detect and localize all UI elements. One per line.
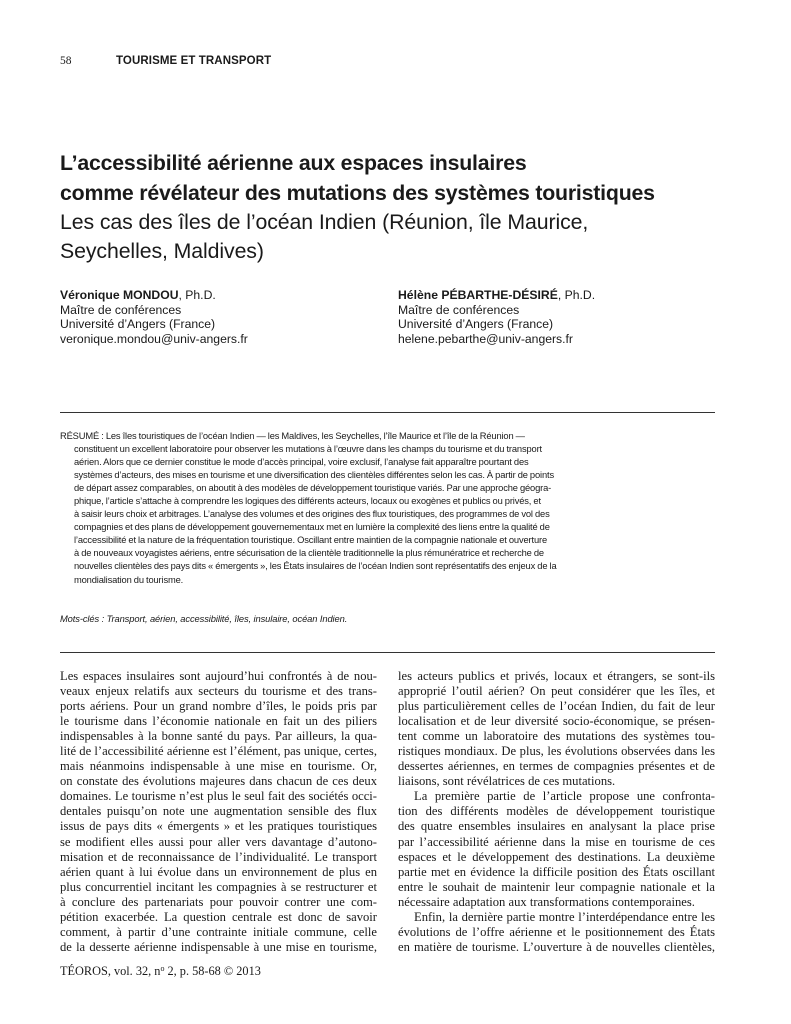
author-degree: , Ph.D. [557,288,596,302]
author-email: helene.pebarthe@univ-angers.fr [398,331,573,346]
body-line: approprié l’outil aérien? On peut considérer que les îles, et [398,684,715,699]
journal-citation [60,964,261,979]
body-line: on constate des évolutions majeures dans chacun de ces deux [60,774,377,789]
article-subtitle-line-2: Seychelles, Maldives) [60,239,264,263]
body-line: indispensables à la bonne santé du pays. Par ailleurs, la qua- [60,729,377,744]
body-line: veaux enjeux relatifs aux secteurs du tourisme et des trans- [60,684,377,699]
journal-details: 2, p. 58-68 © 2013 [164,964,261,978]
abstract-line: à de nouveaux voyagistes aériens, entre sécurisation de la clientèle traditionnelle la plus rémunératrice et recherche de [74,548,544,559]
author-affiliation: Université d’Angers (France) [60,317,216,332]
abstract-line: compagnies et des plans de développement gouvernementaux met en lumière la complexité des liens entre la qualité de [74,522,550,533]
body-line: partie met en évidence la difficile position des États oscillant [398,864,715,879]
author-role: Maître de conférences [398,302,520,317]
number-superscript: o [160,964,165,973]
abstract-line: phique, l’article s’attache à comprendre les logiques des différents acteurs, locaux ou exogènes et publics ou privés, et [74,496,541,507]
abstract-line: systèmes d’acteurs, des mises en tourisme et une diversification des clientèles différentes selon les cas. À partir de points [74,470,554,481]
abstract-line: constituent un excellent laboratoire pour observer les mutations à l’œuvre dans les champs du tourisme et du transport [74,444,542,455]
body-column-left [60,669,377,955]
running-head [60,55,271,67]
body-line: Les espaces insulaires sont aujourd’hui confrontés à de nou- [60,669,377,683]
abstract-line: de départ assez comparables, on aboutit à des modèles de développement touristique variés. Par une approche géogra- [74,483,552,494]
article-subtitle-line-1: Les cas des îles de l’océan Indien (Réunion, île Maurice, [60,210,589,234]
body-line: ristiques mondiaux. De plus, les évolutions observées dans les [398,744,715,759]
body-line: comment, à partir d’une contrainte initiale commune, celle [60,924,377,939]
body-line: espaces et le développement des destinations. La deuxième [398,849,715,864]
author-role: Maître de conférences [60,302,182,317]
body-line: dentales puisqu’on note une augmentation sensible des flux [60,804,377,819]
author-affiliation: Université d’Angers (France) [398,317,554,332]
body-line: tent comme un laboratoire des mutations des systèmes tou- [398,729,715,744]
body-line: entre le souhait de maintenir leur compagnie nationale et la [398,879,715,894]
section-title: TOURISME ET TRANSPORT [116,55,272,67]
author-block-1 [60,288,248,346]
body-line: se modifient elles aussi pour aller vers davantage d’autono- [60,834,377,849]
author-email: veronique.mondou@univ-angers.fr [60,331,248,346]
article-title-line-2: comme révélateur des mutations des systèmes touristiques [60,181,655,205]
body-line: plus concurrentiel incitant les compagnies à se restructurer et [60,879,377,894]
body-line: évolutions de l’offre aérienne et le positionnement des États [398,924,715,939]
abstract-line: aérien. Alors que ce dernier constitue le mode d’accès principal, voire exclusif, l’analyse fait apparaître pourtant des [74,457,529,468]
body-line: plus particulièrement celles de l’océan Indien, du fait de leur [398,699,715,714]
body-line: des quatre ensembles insulaires en analysant la place prise [398,819,715,834]
body-line: aérien quant à lui évolue dans un environnement de plus en [60,864,377,879]
body-line: domaines. Le tourisme n’est plus le seul fait des sociétés occi- [60,789,377,804]
body-line: tion des différents modèles de développement touristique [398,804,715,819]
author-name: Hélène PÉBARTHE-DÉSIRÉ [398,288,558,302]
author-name: Véronique MONDOU [60,288,179,302]
abstract-line: à saisir leurs choix et arbitrages. L’analyse des volumes et des origines des flux touristiques, des programmes de vol des [74,509,550,520]
abstract-bottom-rule [60,652,715,653]
body-line: localisation et de leur diversité socio-économique, se présen- [398,714,715,729]
body-line: pétition exacerbée. La question centrale est donc de savoir [60,909,377,924]
author-block-2 [398,288,595,346]
abstract-line: nouvelles clientèles des pays dits « émergents », les États insulaires de l’océan Indien sont représentatifs des enjeux de la [74,561,557,572]
abstract [60,430,715,587]
body-line: issus de pays dits « émergents » et les pratiques touristiques [60,819,377,834]
body-line: à conclure des partenariats pour pouvoir contrer une com- [60,894,377,909]
journal-name: TÉOROS, vol. 32, n [60,964,161,978]
abstract-line: l’accessibilité et la nature de la fréquentation touristique. Oscillant entre maintien de la compagnie nationale et ouverture [74,535,548,546]
body-line: liaisons, sont révélatrices de ces mutations. [398,774,616,789]
body-line: Enfin, la dernière partie montre l’interdépendance entre les [414,909,715,924]
body-line: ports aériens. Pour un grand nombre d’îles, le poids pris par [60,699,377,714]
body-line: par l’accessibilité aérienne dans la mise en tourisme de ces [398,834,715,849]
body-line: nécessaire adaptation aux transformations contemporaines. [398,894,695,909]
body-line: les acteurs publics et privés, locaux et étrangers, se sont-ils [398,669,715,683]
article-title-line-1: L’accessibilité aérienne aux espaces insulaires [60,151,527,175]
body-line: misation et de reconnaissance de l’individualité. Le transport [60,849,377,864]
body-line: dessertes aériennes, en termes de compagnies présentes et de [398,759,715,774]
page-number: 58 [60,55,72,67]
body-line: mais néanmoins indispensable à une mise en tourisme. Or, [60,759,377,774]
body-column-right [398,669,715,955]
abstract-line: mondialisation du tourisme. [74,574,184,585]
keywords: Mots-clés : Transport, aérien, accessibilité, îles, insulaire, océan Indien. [60,614,348,624]
author-degree: , Ph.D. [178,288,216,302]
abstract-line: RÉSUMÉ : Les îles touristiques de l’océan Indien — les Maldives, les Seychelles, l’île Maurice et l’île de la Réunion — [60,431,525,441]
body-line: le tourisme dans l’économie nationale en fait un des piliers [60,714,377,729]
abstract-top-rule [60,412,715,413]
body-line: lité de l’accessibilité aérienne est l’élément, pas unique, certes, [60,744,377,759]
article-title-block [60,148,740,266]
body-line: La première partie de l’article propose une confronta- [414,789,715,804]
body-line: en matière de tourisme. L’ouverture à de nouvelles clientèles, [398,939,715,954]
body-line: de la desserte aérienne indispensable à une mise en tourisme, [60,939,377,954]
